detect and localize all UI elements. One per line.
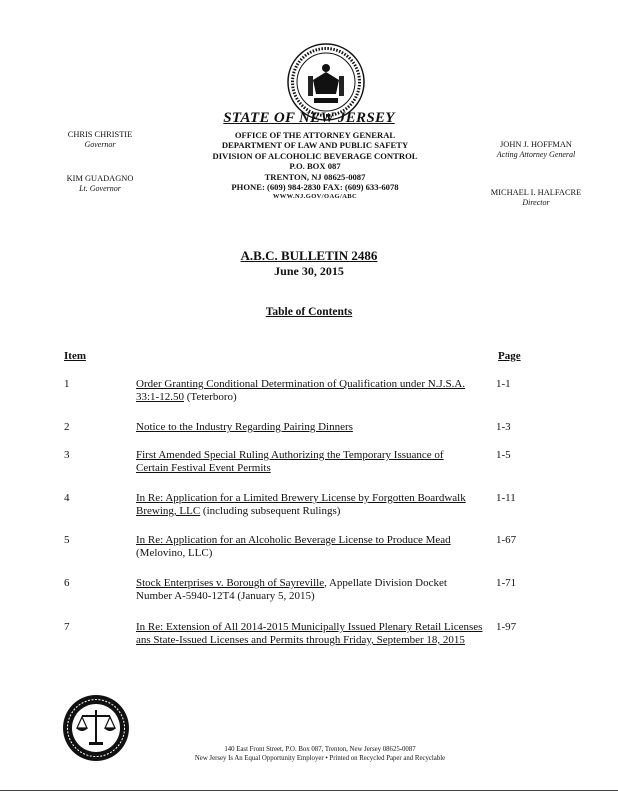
toc-item-title[interactable]: In Re: Application for an Alcoholic Beverage License to Produce Mead (Melovino, LLC) bbox=[136, 534, 451, 559]
column-header-page: Page bbox=[498, 350, 521, 362]
office-line: P.O. BOX 087 bbox=[289, 161, 341, 172]
toc-item-title[interactable]: First Amended Special Ruling Authorizing the Temporary Issuance of Certain Festival Event Permits bbox=[136, 449, 444, 474]
governor-block bbox=[40, 130, 160, 150]
office-line: DIVISION OF ALCOHOLIC BEVERAGE CONTROL bbox=[212, 150, 418, 161]
toc-item-number: 4 bbox=[64, 492, 70, 504]
footer bbox=[130, 745, 510, 763]
bulletin-title: A.B.C. BULLETIN 2486 bbox=[240, 248, 378, 263]
toc-item-number: 1 bbox=[64, 378, 70, 390]
official-name: JOHN J. HOFFMAN bbox=[500, 140, 572, 149]
office-line: OFFICE OF THE ATTORNEY GENERAL bbox=[234, 130, 396, 140]
toc-heading: Table of Contents bbox=[265, 306, 353, 318]
toc-item-number: 7 bbox=[64, 621, 70, 633]
footer-notice: New Jersey Is An Equal Opportunity Employer • Printed on Recycled Paper and Recyclable bbox=[194, 755, 446, 762]
toc-item-page: 1-1 bbox=[496, 378, 511, 390]
scales-of-justice-icon bbox=[62, 694, 130, 762]
office-line: DEPARTMENT OF LAW AND PUBLIC SAFETY bbox=[221, 140, 409, 151]
bulletin-date: June 30, 2015 bbox=[274, 264, 344, 278]
state-title: STATE OF NEW JERSEY bbox=[223, 110, 395, 126]
toc-item-title[interactable]: In Re: Extension of All 2014-2015 Municipally Issued Plenary Retail Licenses ans State-Issued Licenses and Permits through Friday, September 18, 2015 bbox=[136, 621, 483, 646]
official-name: CHRIS CHRISTIE bbox=[67, 130, 133, 139]
toc-item-page: 1-97 bbox=[496, 621, 517, 633]
page-edge-divider bbox=[0, 790, 618, 791]
office-line: PHONE: (609) 984-2830 FAX: (609) 633-6078 bbox=[231, 182, 399, 193]
toc-item-title[interactable]: In Re: Application for a Limited Brewery License by Forgotten Boardwalk Brewing, LLC (including subsequent Rulings) bbox=[136, 492, 466, 517]
official-role: Lt. Governor bbox=[79, 184, 121, 193]
toc-item-number: 3 bbox=[64, 449, 70, 461]
toc-item-page: 1-67 bbox=[496, 534, 517, 546]
official-name: MICHAEL I. HALFACRE bbox=[490, 188, 582, 197]
website-link[interactable]: WWW.NJ.GOV/OAG/ABC bbox=[272, 193, 358, 201]
lt-governor-block bbox=[40, 174, 160, 194]
toc-item-number: 2 bbox=[64, 421, 70, 433]
footer-address: 140 East Front Street, P.O. Box 087, Trenton, New Jersey 08625-0087 bbox=[224, 746, 416, 753]
toc-item-number: 6 bbox=[64, 577, 70, 589]
office-address-block bbox=[150, 130, 480, 203]
director-block bbox=[476, 188, 596, 208]
column-header-item: Item bbox=[64, 350, 86, 362]
toc-item-title[interactable]: Notice to the Industry Regarding Pairing Dinners bbox=[136, 421, 353, 433]
toc-item-title[interactable]: Stock Enterprises v. Borough of Sayreville, Appellate Division Docket Number A-5940-12T4 (January 5, 2015) bbox=[136, 577, 447, 602]
official-role: Acting Attorney General bbox=[496, 150, 576, 159]
toc-item-page: 1-5 bbox=[496, 449, 511, 461]
official-role: Director bbox=[522, 198, 550, 207]
toc-item-title[interactable]: Order Granting Conditional Determination of Qualification under N.J.S.A. 33:1-12.50 (Teterboro) bbox=[136, 378, 466, 403]
toc-item-page: 1-11 bbox=[496, 492, 516, 504]
toc-item-page: 1-3 bbox=[496, 421, 511, 433]
toc-item-page: 1-71 bbox=[496, 577, 517, 589]
attorney-general-block bbox=[476, 140, 596, 160]
office-line: TRENTON, NJ 08625-0087 bbox=[264, 171, 366, 182]
official-role: Governor bbox=[84, 140, 116, 149]
toc-item-number: 5 bbox=[64, 534, 70, 546]
official-name: KIM GUADAGNO bbox=[66, 174, 134, 183]
